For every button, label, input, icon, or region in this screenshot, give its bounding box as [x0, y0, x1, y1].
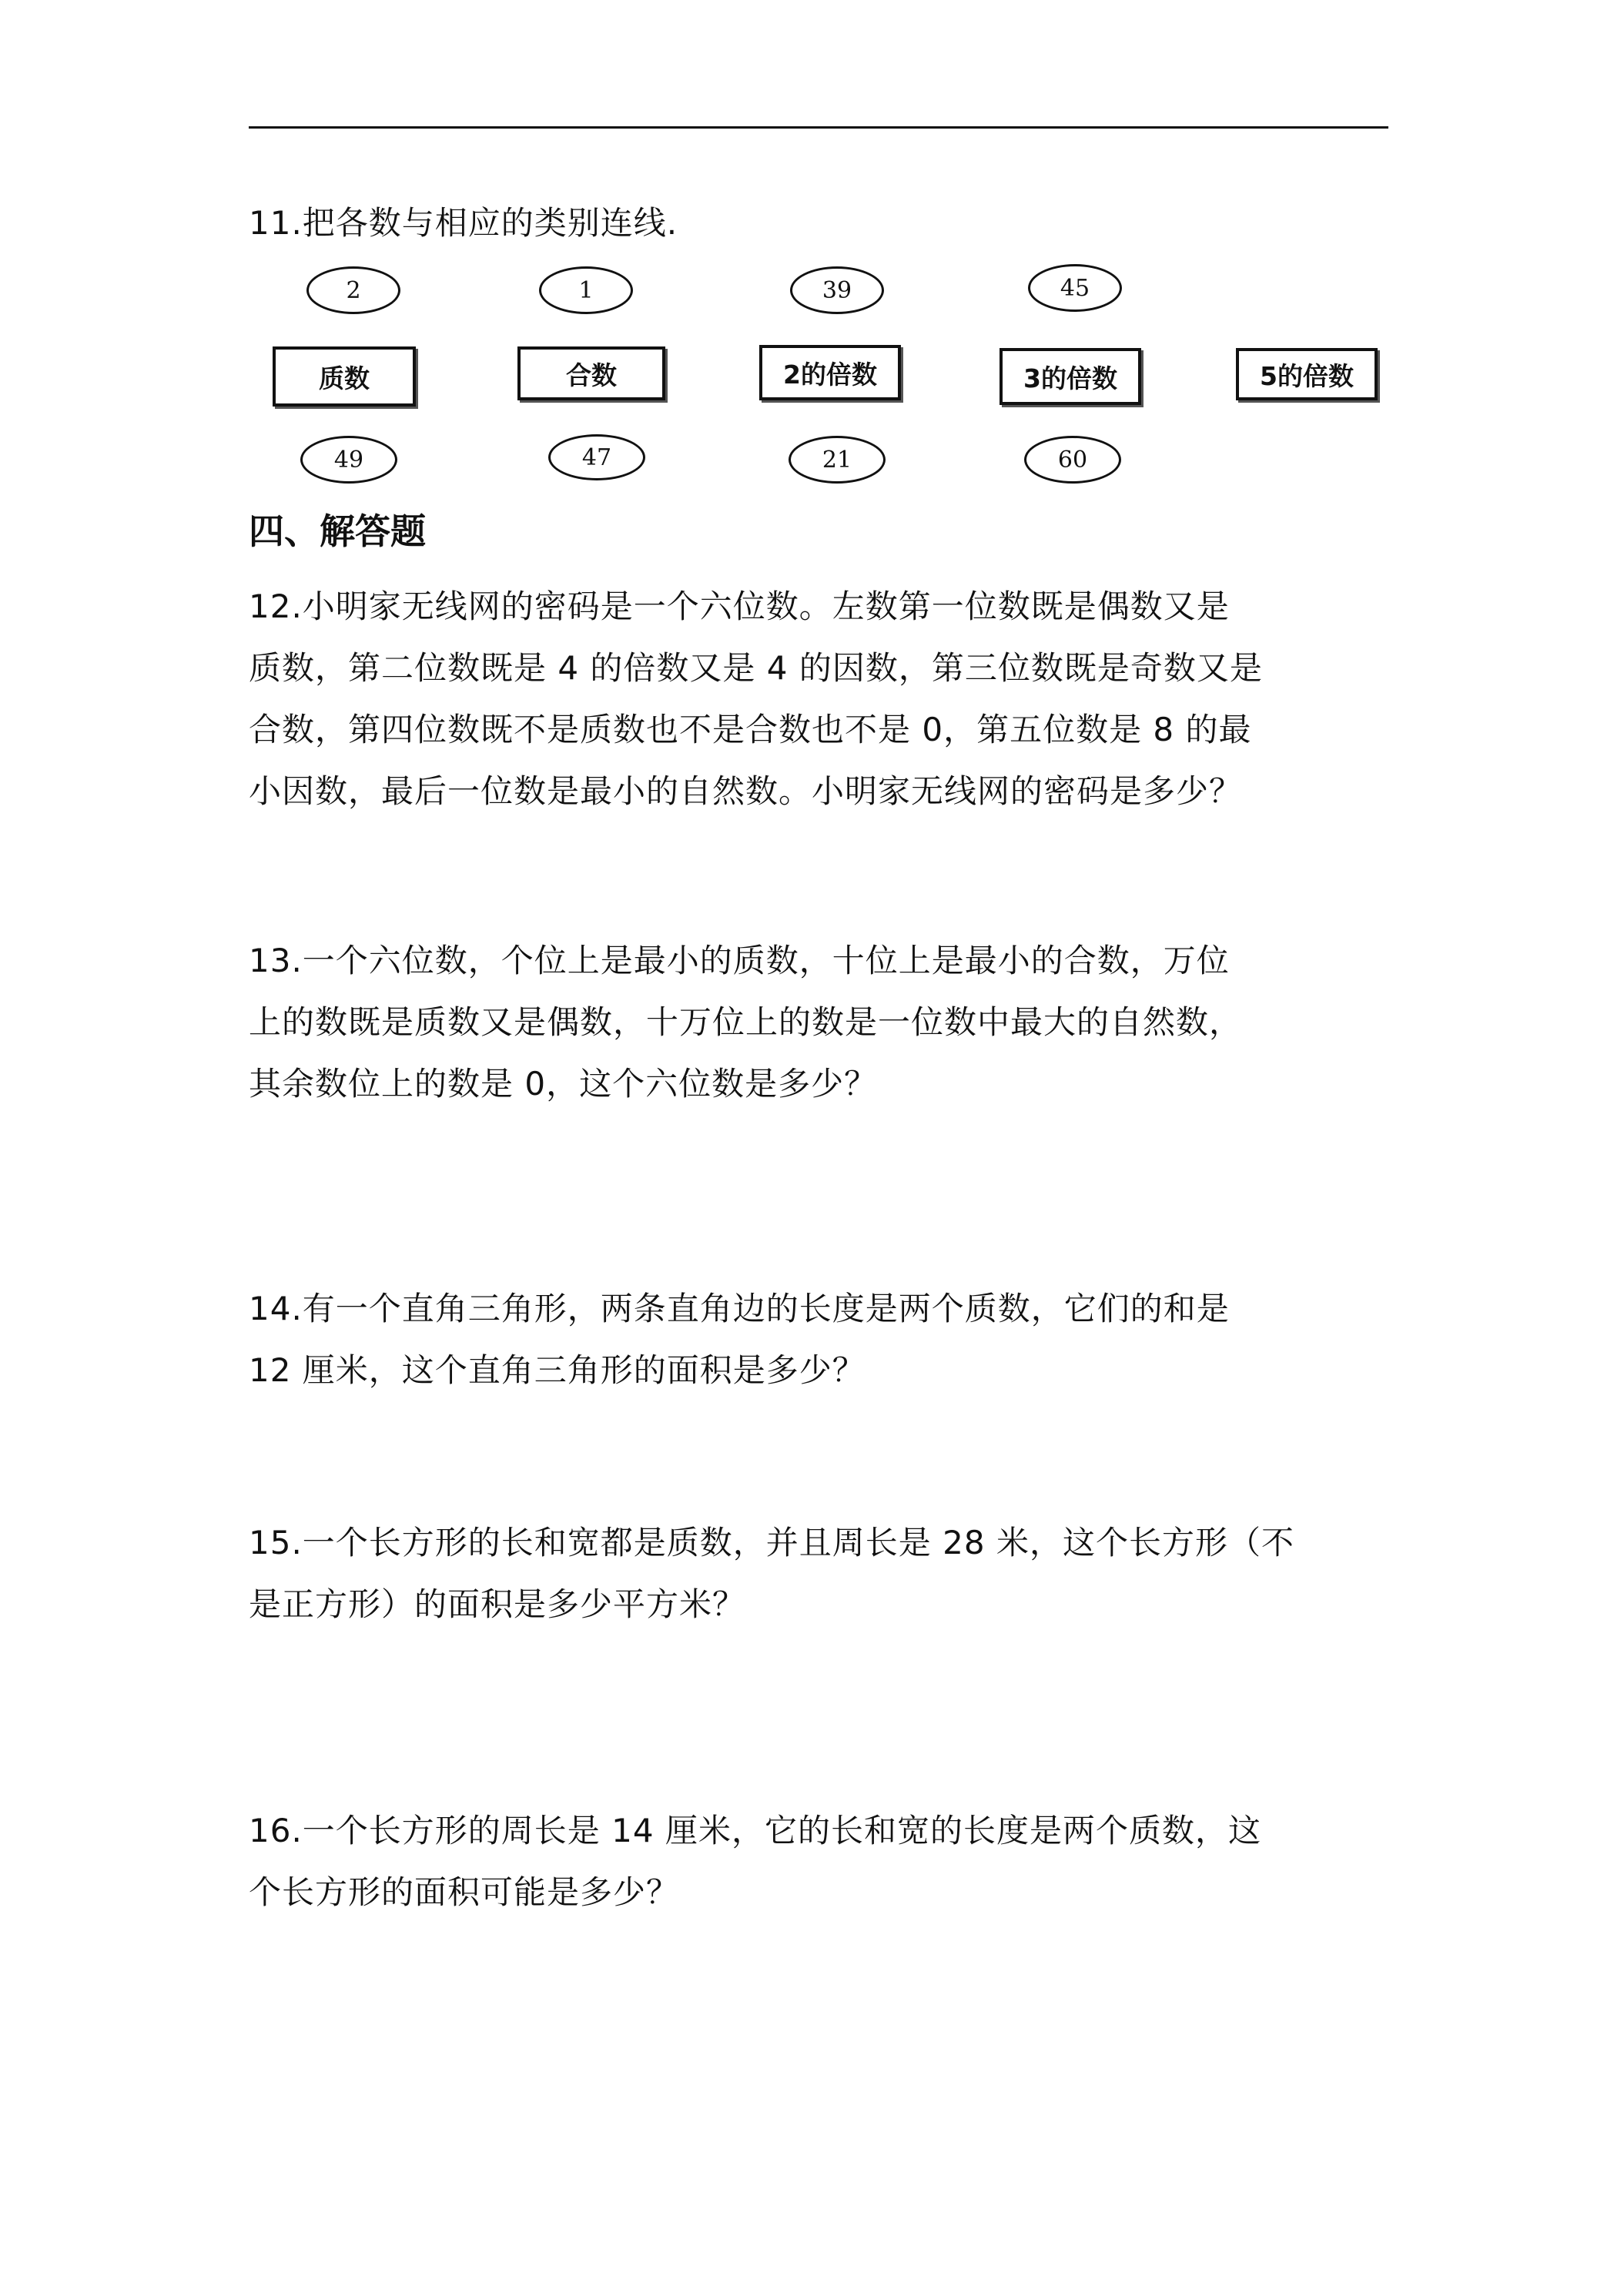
question-13 — [249, 930, 1388, 1115]
question-line: 15.一个长方形的长和宽都是质数，并且周长是 28 米，这个长方形（不 — [249, 1524, 1294, 1561]
number-oval: 1 — [539, 266, 633, 314]
question-line: 合数，第四位数既不是质数也不是合数也不是 0，第五位数是 8 的最 — [249, 711, 1252, 748]
question-15 — [249, 1512, 1388, 1635]
section-heading: 四、解答题 — [249, 510, 426, 552]
number-oval: 60 — [1024, 436, 1121, 484]
question-12 — [249, 576, 1388, 822]
question-line: 个长方形的面积可能是多少？ — [249, 1873, 680, 1911]
question-14 — [249, 1278, 1388, 1401]
question-line: 14.有一个直角三角形，两条直角边的长度是两个质数，它们的和是 — [249, 1290, 1230, 1327]
number-oval: 39 — [790, 266, 884, 314]
category-box: 5的倍数 — [1236, 348, 1378, 400]
category-box: 合数 — [517, 346, 665, 400]
number-oval: 21 — [789, 436, 886, 484]
question-line: 其余数位上的数是 0，这个六位数是多少？ — [249, 1065, 878, 1103]
category-box: 质数 — [273, 346, 416, 407]
question-line: 12 厘米，这个直角三角形的面积是多少？ — [249, 1351, 866, 1389]
category-box: 3的倍数 — [1000, 348, 1141, 405]
question-line: 上的数既是质数又是偶数，十万位上的数是一位数中最大的自然数， — [249, 1003, 1243, 1041]
number-oval: 47 — [548, 434, 645, 480]
header-rule — [249, 126, 1388, 129]
question-line: 16.一个长方形的周长是 14 厘米，它的长和宽的长度是两个质数，这 — [249, 1812, 1261, 1849]
number-oval: 45 — [1028, 264, 1122, 312]
question-line: 13.一个六位数，个位上是最小的质数，十位上是最小的合数，万位 — [249, 942, 1230, 979]
question-16 — [249, 1800, 1388, 1923]
question-line: 是正方形）的面积是多少平方米？ — [249, 1585, 746, 1623]
question-11-text: 11.把各数与相应的类别连线. — [249, 204, 678, 242]
question-line: 小因数，最后一位数是最小的自然数。小明家无线网的密码是多少？ — [249, 772, 1243, 810]
category-box: 2的倍数 — [759, 345, 901, 400]
question-line: 质数，第二位数既是 4 的倍数又是 4 的因数，第三位数既是奇数又是 — [249, 649, 1263, 687]
question-line: 12.小明家无线网的密码是一个六位数。左数第一位数既是偶数又是 — [249, 587, 1230, 625]
number-oval: 49 — [300, 436, 397, 484]
number-oval: 2 — [306, 266, 400, 314]
